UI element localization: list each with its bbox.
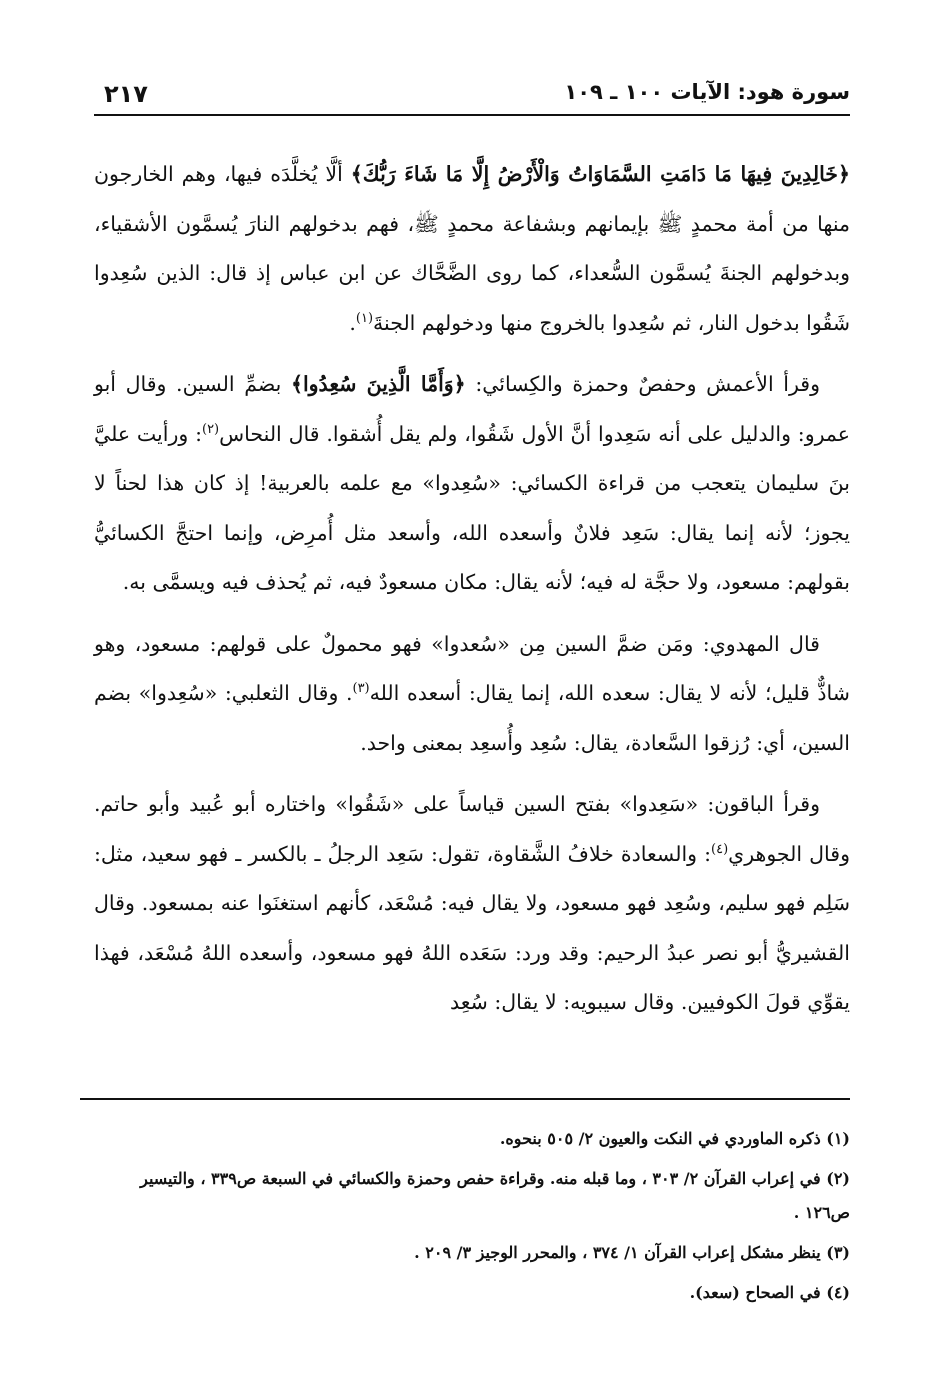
- paragraph-text: بضمِّ السين. وقال أبو عمرو: والدليل على أنه سَعِدوا أنَّ الأول شَقُوا، ولم يقل أُشقوا. قال النحاس: [94, 372, 851, 446]
- footnote-4: (٤) في الصحاح (سعد).: [689, 1283, 850, 1302]
- page-number: ٢١٧: [104, 80, 148, 108]
- footnote-ref: (٣): [352, 681, 370, 697]
- paragraph-3: [94, 620, 850, 769]
- footnote-3: (٣) ينظر مشكل إعراب القرآن ١/ ٣٧٤ ، والمحرر الوجيز ٣/ ٢٠٩ .: [414, 1243, 850, 1262]
- page-header: [94, 70, 850, 116]
- footnote-ref: (٢): [201, 421, 220, 437]
- footnotes: [94, 1122, 850, 1316]
- paragraph-text: قال المهدوي: ومَن ضمَّ السين مِن «سُعدوا» فهو محمولٌ على قولهم: مسعود، وهو شاذٌّ قليل؛ لأنه لا يقال: سعده الله، إنما يقال: أسعده الله: [94, 631, 850, 705]
- body-text: [94, 150, 850, 1040]
- paragraph-text: . وقال الثعلبي: «سُعِدوا» بضم السين، أي: رُزقوا السَّعادة، يقال: سُعِد وأُسعِد بمعنى واحد.: [94, 681, 850, 755]
- footnote-ref: (١): [355, 310, 374, 326]
- quran-verse: ﴿وَأَمَّا الَّذِينَ سُعِدُوا﴾: [290, 372, 466, 396]
- footnote-2: (٢) في إعراب القرآن ٢/ ٣٠٣ ، وما قبله منه. وقراءة حفص وحمزة والكسائي في السبعة ص٣٣٩ ، والتيسير ص١٢٦ .: [140, 1169, 850, 1222]
- paragraph-text: ألَّا يُخلَّدَه فيها، وهم الخارجون منها من أمة محمدٍ ﷺ بإيمانهم وبشفاعة محمدٍ ﷺ، فهم بدخولهم النارَ يُسمَّون الأشقياء، وبدخولهم الجنةَ يُسمَّون السُّعداء، كما روى الضَّحَّاك عن ابن عباس إذ قال: الذين سُعِدوا شَقُوا بدخول النار، ثم سُعِدوا بالخروج منها ودخولهم الجنةَ: [94, 162, 850, 335]
- paragraph-text: .: [349, 310, 356, 335]
- paragraph-4: [94, 780, 850, 1028]
- paragraph-text: وقرأ الباقون: «سَعِدوا» بفتح السين قياساً على «شَقُوا» واختاره أبو عُبيد وأبو حاتم. وقال الجوهري: [94, 792, 850, 866]
- footnote-divider: [80, 1098, 850, 1100]
- paragraph-2: [94, 360, 850, 608]
- paragraph-text: وقرأ الأعمش وحفصٌ وحمزة والكِسائي:: [465, 372, 820, 396]
- footnote-ref: (٤): [711, 841, 729, 857]
- footnote-1: (١) ذكره الماوردي في النكت والعيون ٢/ ٥٠٥ بنحوه.: [499, 1129, 850, 1148]
- paragraph-text: : ورأيت عليَّ بنَ سليمان يتعجب من قراءة الكسائي: «سُعِدوا» مع علمه بالعربية! إذ كان هذا لحناً لا يجوز؛ لأنه إنما يقال: سَعِد فلانٌ وأسعده الله، وأسعد مثل أُمرِض، وإنما احتجَّ الكسائيُّ بقولهم: مسعود، ولا حجَّة له فيه؛ لأنه يقال: مكان مسعودٌ فيه، ثم يُحذف فيه ويسمَّى به.: [94, 421, 850, 594]
- paragraph-text: : والسعادة خلافُ الشَّقاوة، تقول: سَعِد الرجلُ ـ بالكسر ـ فهو سعيد، مثل: سَلِم فهو سليم، وسُعِد فهو مسعود، ولا يقال فيه: مُسْعَد، كأنهم استغنَوا عنه بمسعود. وقال القشيريُّ أبو نصر عبدُ الرحيم: وقد ورد: سَعَده اللهُ فهو مسعود، وأسعده اللهُ مُسْعَد، فهذا يقوِّي قولَ الكوفيين. وقال سيبويه: لا يقال: سُعِد: [94, 841, 850, 1014]
- quran-verse: ﴿خَالِدِينَ فِيهَا مَا دَامَتِ السَّمَاوَاتُ وَالْأَرْضُ إِلَّا مَا شَاءَ رَبُّكَ﴾: [350, 162, 850, 186]
- running-title: سورة هود: الآيات ١٠٠ ـ ١٠٩: [564, 80, 850, 104]
- paragraph-1: [94, 150, 850, 348]
